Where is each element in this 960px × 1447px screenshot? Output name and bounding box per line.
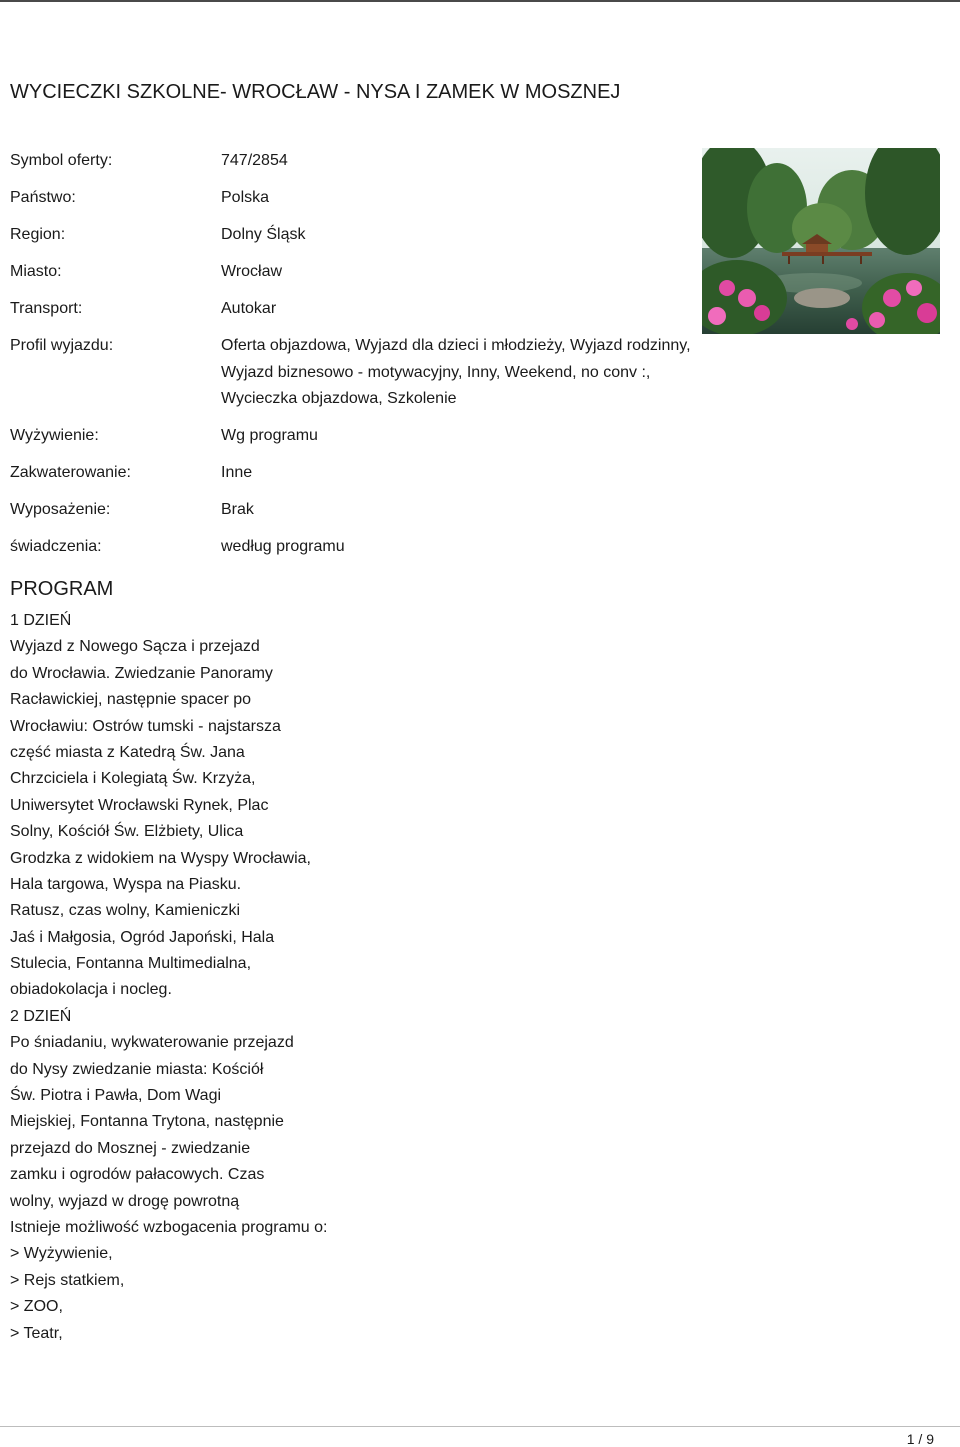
program-line: zamku i ogrodów pałacowych. Czas bbox=[10, 1166, 265, 1184]
program-line: wolny, wyjazd w drogę powrotną bbox=[10, 1192, 240, 1210]
program-line: Grodzka z widokiem na Wyspy Wrocławia, bbox=[10, 849, 311, 867]
detail-label: Symbol oferty: bbox=[10, 152, 113, 169]
program-line: Wyjazd z Nowego Sącza i przejazd bbox=[10, 638, 260, 656]
detail-value: Inne bbox=[221, 464, 253, 481]
program-line: > Wyżywienie, bbox=[10, 1245, 113, 1263]
detail-value: Autokar bbox=[221, 300, 277, 317]
detail-value: Wg programu bbox=[221, 427, 318, 444]
japanese-garden-photo bbox=[702, 148, 940, 334]
program-text bbox=[10, 608, 327, 1347]
program-line: przejazd do Mosznej - zwiedzanie bbox=[10, 1139, 251, 1157]
detail-value: według programu bbox=[221, 538, 345, 555]
page-number: 1 / 9 bbox=[906, 1431, 934, 1447]
detail-row-transport bbox=[10, 296, 700, 323]
program-line: Solny, Kościół Św. Elżbiety, Ulica bbox=[10, 823, 244, 841]
program-line: do Nysy zwiedzanie miasta: Kościół bbox=[10, 1060, 264, 1078]
detail-row-region bbox=[10, 222, 700, 249]
program-line: Miejskiej, Fontanna Trytona, następnie bbox=[10, 1113, 284, 1131]
document-title: WYCIECZKI SZKOLNE- WROCŁAW - NYSA I ZAMEK W MOSZNEJ bbox=[10, 81, 621, 103]
detail-row-board bbox=[10, 423, 700, 450]
detail-label: Miasto: bbox=[10, 263, 62, 280]
program-line: Jaś i Małgosia, Ogród Japoński, Hala bbox=[10, 928, 275, 946]
detail-label: Państwo: bbox=[10, 189, 76, 206]
detail-value: Brak bbox=[221, 501, 254, 518]
program-line: część miasta z Katedrą Św. Jana bbox=[10, 743, 245, 761]
program-line: Św. Piotra i Pawła, Dom Wagi bbox=[10, 1087, 222, 1105]
detail-row-country bbox=[10, 185, 700, 212]
program-line: Ratusz, czas wolny, Kamieniczki bbox=[10, 902, 240, 920]
program-line: > Teatr, bbox=[10, 1324, 63, 1342]
program-line: Racławickiej, następnie spacer po bbox=[10, 691, 252, 709]
program-line: 2 DZIEŃ bbox=[10, 1007, 72, 1025]
detail-row-services bbox=[10, 534, 700, 561]
program-line: Hala targowa, Wyspa na Piasku. bbox=[10, 875, 242, 893]
program-line: Po śniadaniu, wykwaterowanie przejazd bbox=[10, 1034, 294, 1052]
detail-value: Wrocław bbox=[221, 263, 283, 280]
detail-row-accommodation bbox=[10, 460, 700, 487]
detail-label: Profil wyjazdu: bbox=[10, 337, 114, 354]
detail-label: Wyżywienie: bbox=[10, 427, 99, 444]
program-line: obiadokolacja i nocleg. bbox=[10, 981, 172, 999]
detail-value: Oferta objazdowa, Wyjazd dla dzieci i młodzieży, Wyjazd rodzinny, Wyjazd biznesowo - motywacyjny, Inny, Weekend, no conv :, Wycieczka objazdowa, Szkolenie bbox=[221, 337, 691, 407]
program-line: > Rejs statkiem, bbox=[10, 1271, 125, 1289]
detail-value: Polska bbox=[221, 189, 270, 206]
footer-rule bbox=[0, 1426, 960, 1427]
detail-row-equipment bbox=[10, 497, 700, 524]
program-line: Stulecia, Fontanna Multimedialna, bbox=[10, 955, 252, 973]
program-line: do Wrocławia. Zwiedzanie Panoramy bbox=[10, 664, 273, 682]
detail-row-trip-profile bbox=[10, 333, 700, 413]
detail-row-city bbox=[10, 259, 700, 286]
detail-label: Wyposażenie: bbox=[10, 501, 111, 518]
detail-value: 747/2854 bbox=[221, 152, 288, 169]
program-heading: PROGRAM bbox=[10, 578, 114, 600]
program-line: > ZOO, bbox=[10, 1298, 63, 1316]
offer-details bbox=[10, 148, 700, 571]
detail-row-symbol bbox=[10, 148, 700, 175]
program-line: Istnieje możliwość wzbogacenia programu o: bbox=[10, 1218, 328, 1236]
detail-label: Region: bbox=[10, 226, 66, 243]
program-line: Chrzciciela i Kolegiatą Św. Krzyża, bbox=[10, 770, 256, 788]
program-line: Uniwersytet Wrocławski Rynek, Plac bbox=[10, 796, 269, 814]
detail-label: Zakwaterowanie: bbox=[10, 464, 131, 481]
program-line: Wrocławiu: Ostrów tumski - najstarsza bbox=[10, 717, 281, 735]
detail-value: Dolny Śląsk bbox=[221, 226, 306, 243]
detail-label: świadczenia: bbox=[10, 538, 102, 555]
program-line: 1 DZIEŃ bbox=[10, 612, 72, 629]
top-rule bbox=[0, 0, 960, 2]
detail-label: Transport: bbox=[10, 300, 83, 317]
